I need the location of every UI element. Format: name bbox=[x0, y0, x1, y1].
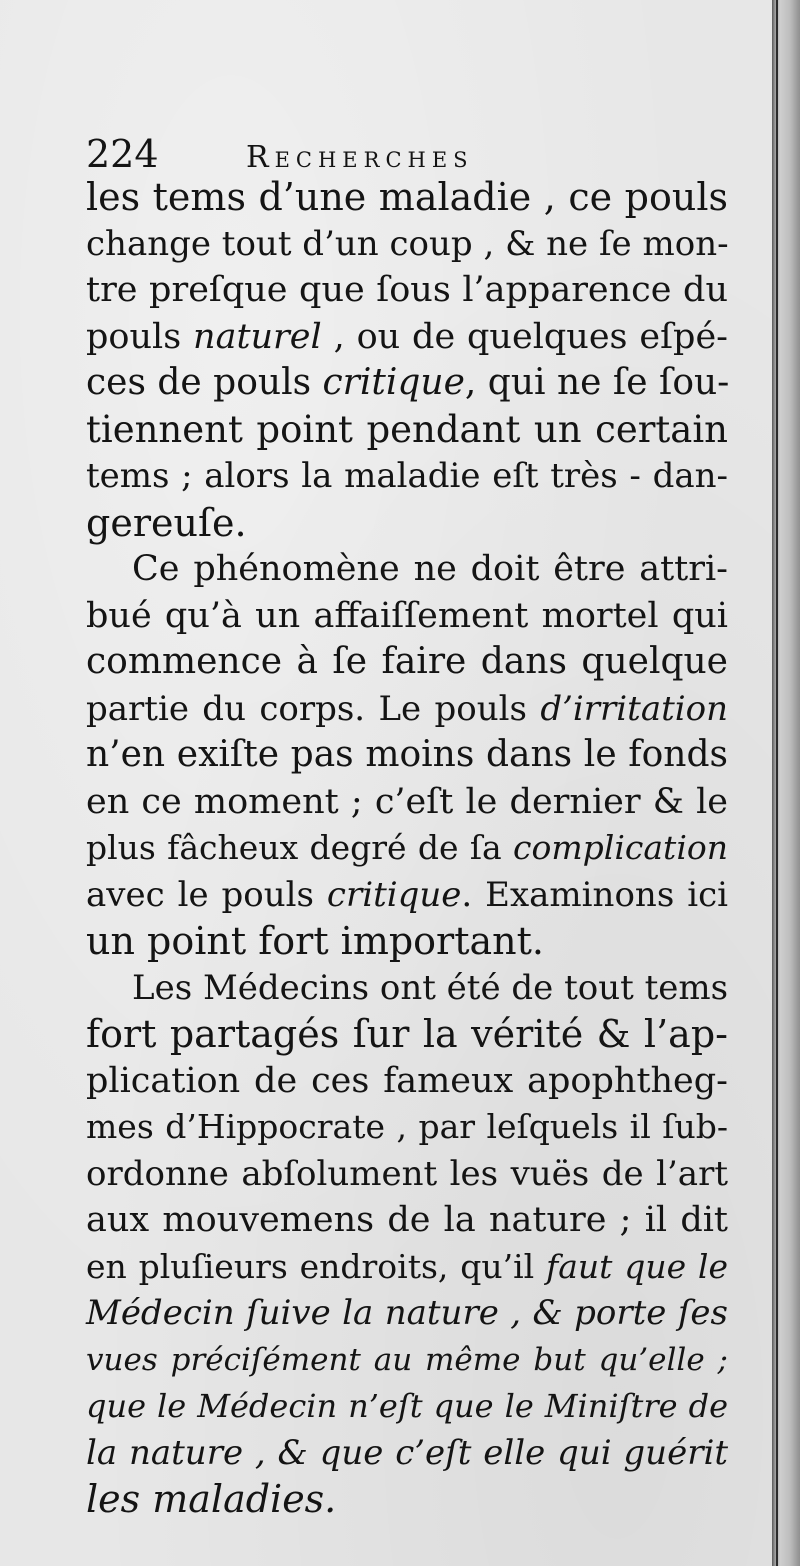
text-segment: partie du corps. Le pouls bbox=[86, 688, 541, 729]
page-header bbox=[86, 128, 728, 180]
running-head: Recherches bbox=[246, 140, 474, 175]
text-line bbox=[86, 174, 728, 221]
text-segment: plication de ces fameux apophtheg- bbox=[86, 1060, 728, 1101]
text-segment: gereuſe. bbox=[86, 500, 247, 545]
text-segment: Ce phénomène ne doit être attri- bbox=[132, 549, 728, 589]
text-line bbox=[86, 732, 728, 779]
italic-text: que le Médecin n’eſt que le Miniſtre de bbox=[86, 1387, 728, 1425]
text-line bbox=[86, 314, 728, 361]
text-segment: tems ; alors la maladie eſt très - dan- bbox=[86, 456, 728, 496]
text-segment: plus fâcheux degré de ſa bbox=[86, 828, 514, 867]
page-text bbox=[86, 128, 728, 1523]
text-line bbox=[86, 221, 728, 268]
text-line bbox=[86, 360, 728, 407]
text-line bbox=[86, 407, 728, 454]
text-segment: bué qu’à un affaiſſement mortel qui bbox=[86, 595, 728, 636]
text-segment: commence à ſe faire dans quelque bbox=[86, 641, 728, 682]
text-segment: n’en exiſte pas moins dans le fonds bbox=[86, 734, 728, 775]
text-line bbox=[86, 1058, 728, 1105]
italic-text: critique bbox=[326, 874, 462, 915]
text-segment: avec le pouls bbox=[86, 874, 327, 915]
text-line bbox=[86, 1197, 728, 1244]
body-text bbox=[86, 174, 728, 1523]
text-line bbox=[86, 639, 728, 686]
italic-text: d’irritation bbox=[540, 688, 728, 729]
italic-text: vues préciſément au même but qu’elle ; bbox=[86, 1341, 728, 1378]
text-segment: en ce moment ; c’eſt le dernier & le bbox=[86, 781, 728, 822]
text-segment: fort partagés ſur la vérité & l’ap- bbox=[86, 1012, 728, 1056]
text-line bbox=[86, 1430, 728, 1477]
text-line bbox=[86, 1011, 728, 1058]
text-line bbox=[86, 1476, 728, 1523]
text-line bbox=[86, 872, 728, 919]
text-segment: en pluſieurs endroits, qu’il bbox=[86, 1246, 546, 1286]
text-line bbox=[86, 1383, 728, 1430]
text-segment: aux mouvemens de la nature ; il dit bbox=[86, 1200, 728, 1240]
italic-text: critique bbox=[322, 362, 465, 403]
text-line bbox=[86, 453, 728, 500]
text-line bbox=[86, 918, 728, 965]
italic-text: Médecin ſuive la nature , & porte ſes bbox=[86, 1293, 728, 1333]
italic-text: faut que le bbox=[545, 1246, 728, 1286]
text-segment: ordonne abſolument les vuës de l’art bbox=[86, 1153, 728, 1194]
text-line bbox=[86, 686, 728, 733]
page-number: 224 bbox=[86, 132, 159, 176]
text-segment: change tout d’un coup , & ne ſe mon- bbox=[86, 223, 729, 264]
text-line bbox=[86, 1337, 728, 1384]
text-segment: , qui ne ſe ſou- bbox=[464, 362, 730, 403]
text-segment: tiennent point pendant un certain bbox=[86, 407, 728, 451]
text-line bbox=[86, 593, 728, 640]
text-line bbox=[86, 779, 728, 826]
text-line bbox=[86, 1104, 728, 1151]
text-line bbox=[86, 1244, 728, 1291]
text-segment: pouls bbox=[86, 316, 194, 357]
text-segment: les tems d’une maladie , ce pouls bbox=[86, 175, 728, 219]
text-segment: mes d’Hippocrate , par leſquels il ſub- bbox=[86, 1107, 728, 1146]
text-segment: Les Médecins ont été de tout tems bbox=[132, 967, 729, 1008]
text-segment: tre preſque que ſous l’apparence du bbox=[86, 270, 728, 310]
text-line bbox=[86, 825, 728, 872]
text-segment: . Examinons ici bbox=[461, 874, 728, 915]
italic-text: les maladies. bbox=[86, 1477, 337, 1521]
italic-text: complication bbox=[513, 828, 728, 867]
text-line bbox=[86, 546, 728, 593]
text-line bbox=[86, 500, 728, 547]
gutter-edge bbox=[776, 0, 778, 1566]
text-segment: , ou de quelques eſpé- bbox=[321, 316, 728, 357]
text-segment: ces de pouls bbox=[86, 362, 323, 403]
text-line bbox=[86, 267, 728, 314]
text-line bbox=[86, 1290, 728, 1337]
italic-text: la nature , & que c’eſt elle qui guérit bbox=[86, 1432, 728, 1473]
text-line bbox=[86, 965, 728, 1012]
text-line bbox=[86, 1151, 728, 1198]
text-segment: un point fort important. bbox=[86, 919, 544, 963]
italic-text: naturel bbox=[193, 316, 322, 357]
